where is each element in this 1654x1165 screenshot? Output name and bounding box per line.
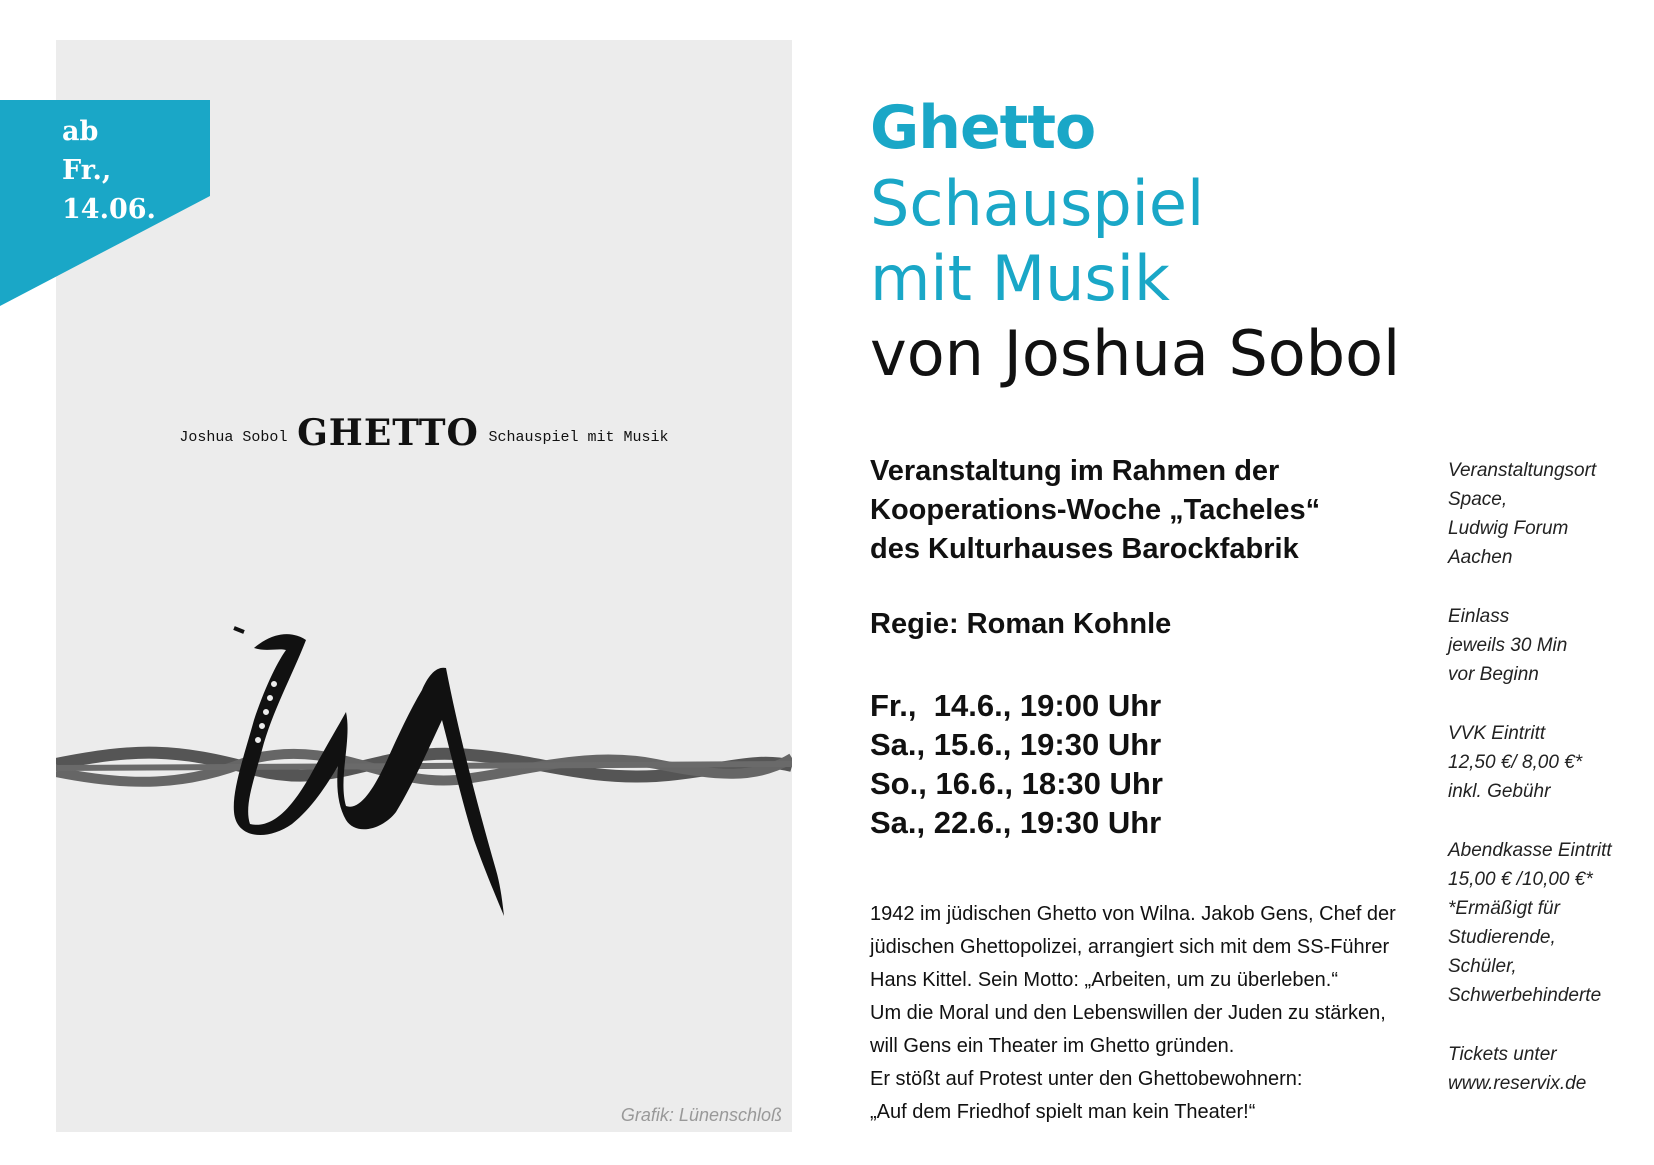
- saxophone-barbed-wire-illustration: [56, 580, 792, 940]
- poster-title: GHETTO: [297, 412, 479, 454]
- tickets-info: [1448, 1040, 1612, 1098]
- event-title: [870, 90, 1400, 392]
- venue-line: Space,: [1448, 489, 1508, 510]
- venue-info: [1448, 456, 1612, 572]
- title-schauspiel: Schauspiel: [870, 167, 1205, 240]
- presale-info: [1448, 719, 1612, 806]
- boxoffice-price: 15,00 € /10,00 €*: [1448, 869, 1593, 890]
- boxoffice-note: *Ermäßigt für: [1448, 898, 1560, 919]
- performance-dates: [870, 686, 1163, 842]
- presale-note: inkl. Gebühr: [1448, 781, 1551, 802]
- date-item: Fr., 14.6., 19:00 Uhr: [870, 688, 1162, 723]
- synopsis-line: Hans Kittel. Sein Motto: „Arbeiten, um zu überleben.“: [870, 969, 1339, 991]
- event-context: [870, 452, 1320, 569]
- boxoffice-note: Schüler,: [1448, 956, 1517, 977]
- synopsis-line: 1942 im jüdischen Ghetto von Wilna. Jakob Gens, Chef der: [870, 903, 1396, 925]
- boxoffice-info: [1448, 836, 1612, 1010]
- director-credit: Regie: Roman Kohnle: [870, 608, 1172, 640]
- info-sidebar: [1448, 456, 1612, 1128]
- synopsis-line: jüdischen Ghettopolizei, arrangiert sich mit dem SS-Führer: [870, 936, 1390, 958]
- date-item: Sa., 22.6., 19:30 Uhr: [870, 805, 1162, 840]
- boxoffice-note: Schwerbehinderte: [1448, 985, 1602, 1006]
- synopsis-line: will Gens ein Theater im Ghetto gründen.: [870, 1035, 1235, 1057]
- venue-line: Aachen: [1448, 547, 1513, 568]
- synopsis-line: „Auf dem Friedhof spielt man kein Theater!“: [870, 1101, 1256, 1123]
- admission-label: Einlass: [1448, 606, 1510, 627]
- event-line: Veranstaltung im Rahmen der: [870, 455, 1280, 487]
- admission-info: [1448, 602, 1612, 689]
- tickets-label: Tickets unter: [1448, 1044, 1557, 1065]
- presale-label: VVK Eintritt: [1448, 723, 1546, 744]
- venue-line: Ludwig Forum: [1448, 518, 1569, 539]
- badge-line-2: Fr., 14.06.: [62, 155, 156, 225]
- synopsis: [870, 898, 1396, 1129]
- event-line: des Kulturhauses Barockfabrik: [870, 533, 1299, 565]
- poster-title-line: [56, 412, 792, 454]
- boxoffice-note: Studierende,: [1448, 927, 1556, 948]
- tickets-url[interactable]: www.reservix.de: [1448, 1073, 1587, 1094]
- admission-line: vor Beginn: [1448, 664, 1539, 685]
- badge-line-1: ab: [62, 116, 99, 147]
- poster-author: Joshua Sobol: [179, 429, 288, 446]
- date-item: Sa., 15.6., 19:30 Uhr: [870, 727, 1162, 762]
- title-author: von Joshua Sobol: [870, 317, 1401, 390]
- synopsis-line: Um die Moral und den Lebenswillen der Juden zu stärken,: [870, 1002, 1386, 1024]
- title-ghetto: Ghetto: [870, 93, 1096, 163]
- venue-label: Veranstaltungsort: [1448, 460, 1597, 481]
- date-item: So., 16.6., 18:30 Uhr: [870, 766, 1163, 801]
- boxoffice-label: Abendkasse Eintritt: [1448, 840, 1612, 861]
- date-badge: [0, 100, 210, 306]
- presale-price: 12,50 €/ 8,00 €*: [1448, 752, 1583, 773]
- poster-subtitle: Schauspiel mit Musik: [488, 429, 669, 446]
- synopsis-line: Er stößt auf Protest unter den Ghettobewohnern:: [870, 1068, 1303, 1090]
- title-mit-musik: mit Musik: [870, 242, 1170, 315]
- admission-line: jeweils 30 Min: [1448, 635, 1568, 656]
- graphic-credit: Grafik: Lünenschloß: [620, 1105, 782, 1125]
- event-line: Kooperations-Woche „Tacheles“: [870, 494, 1321, 526]
